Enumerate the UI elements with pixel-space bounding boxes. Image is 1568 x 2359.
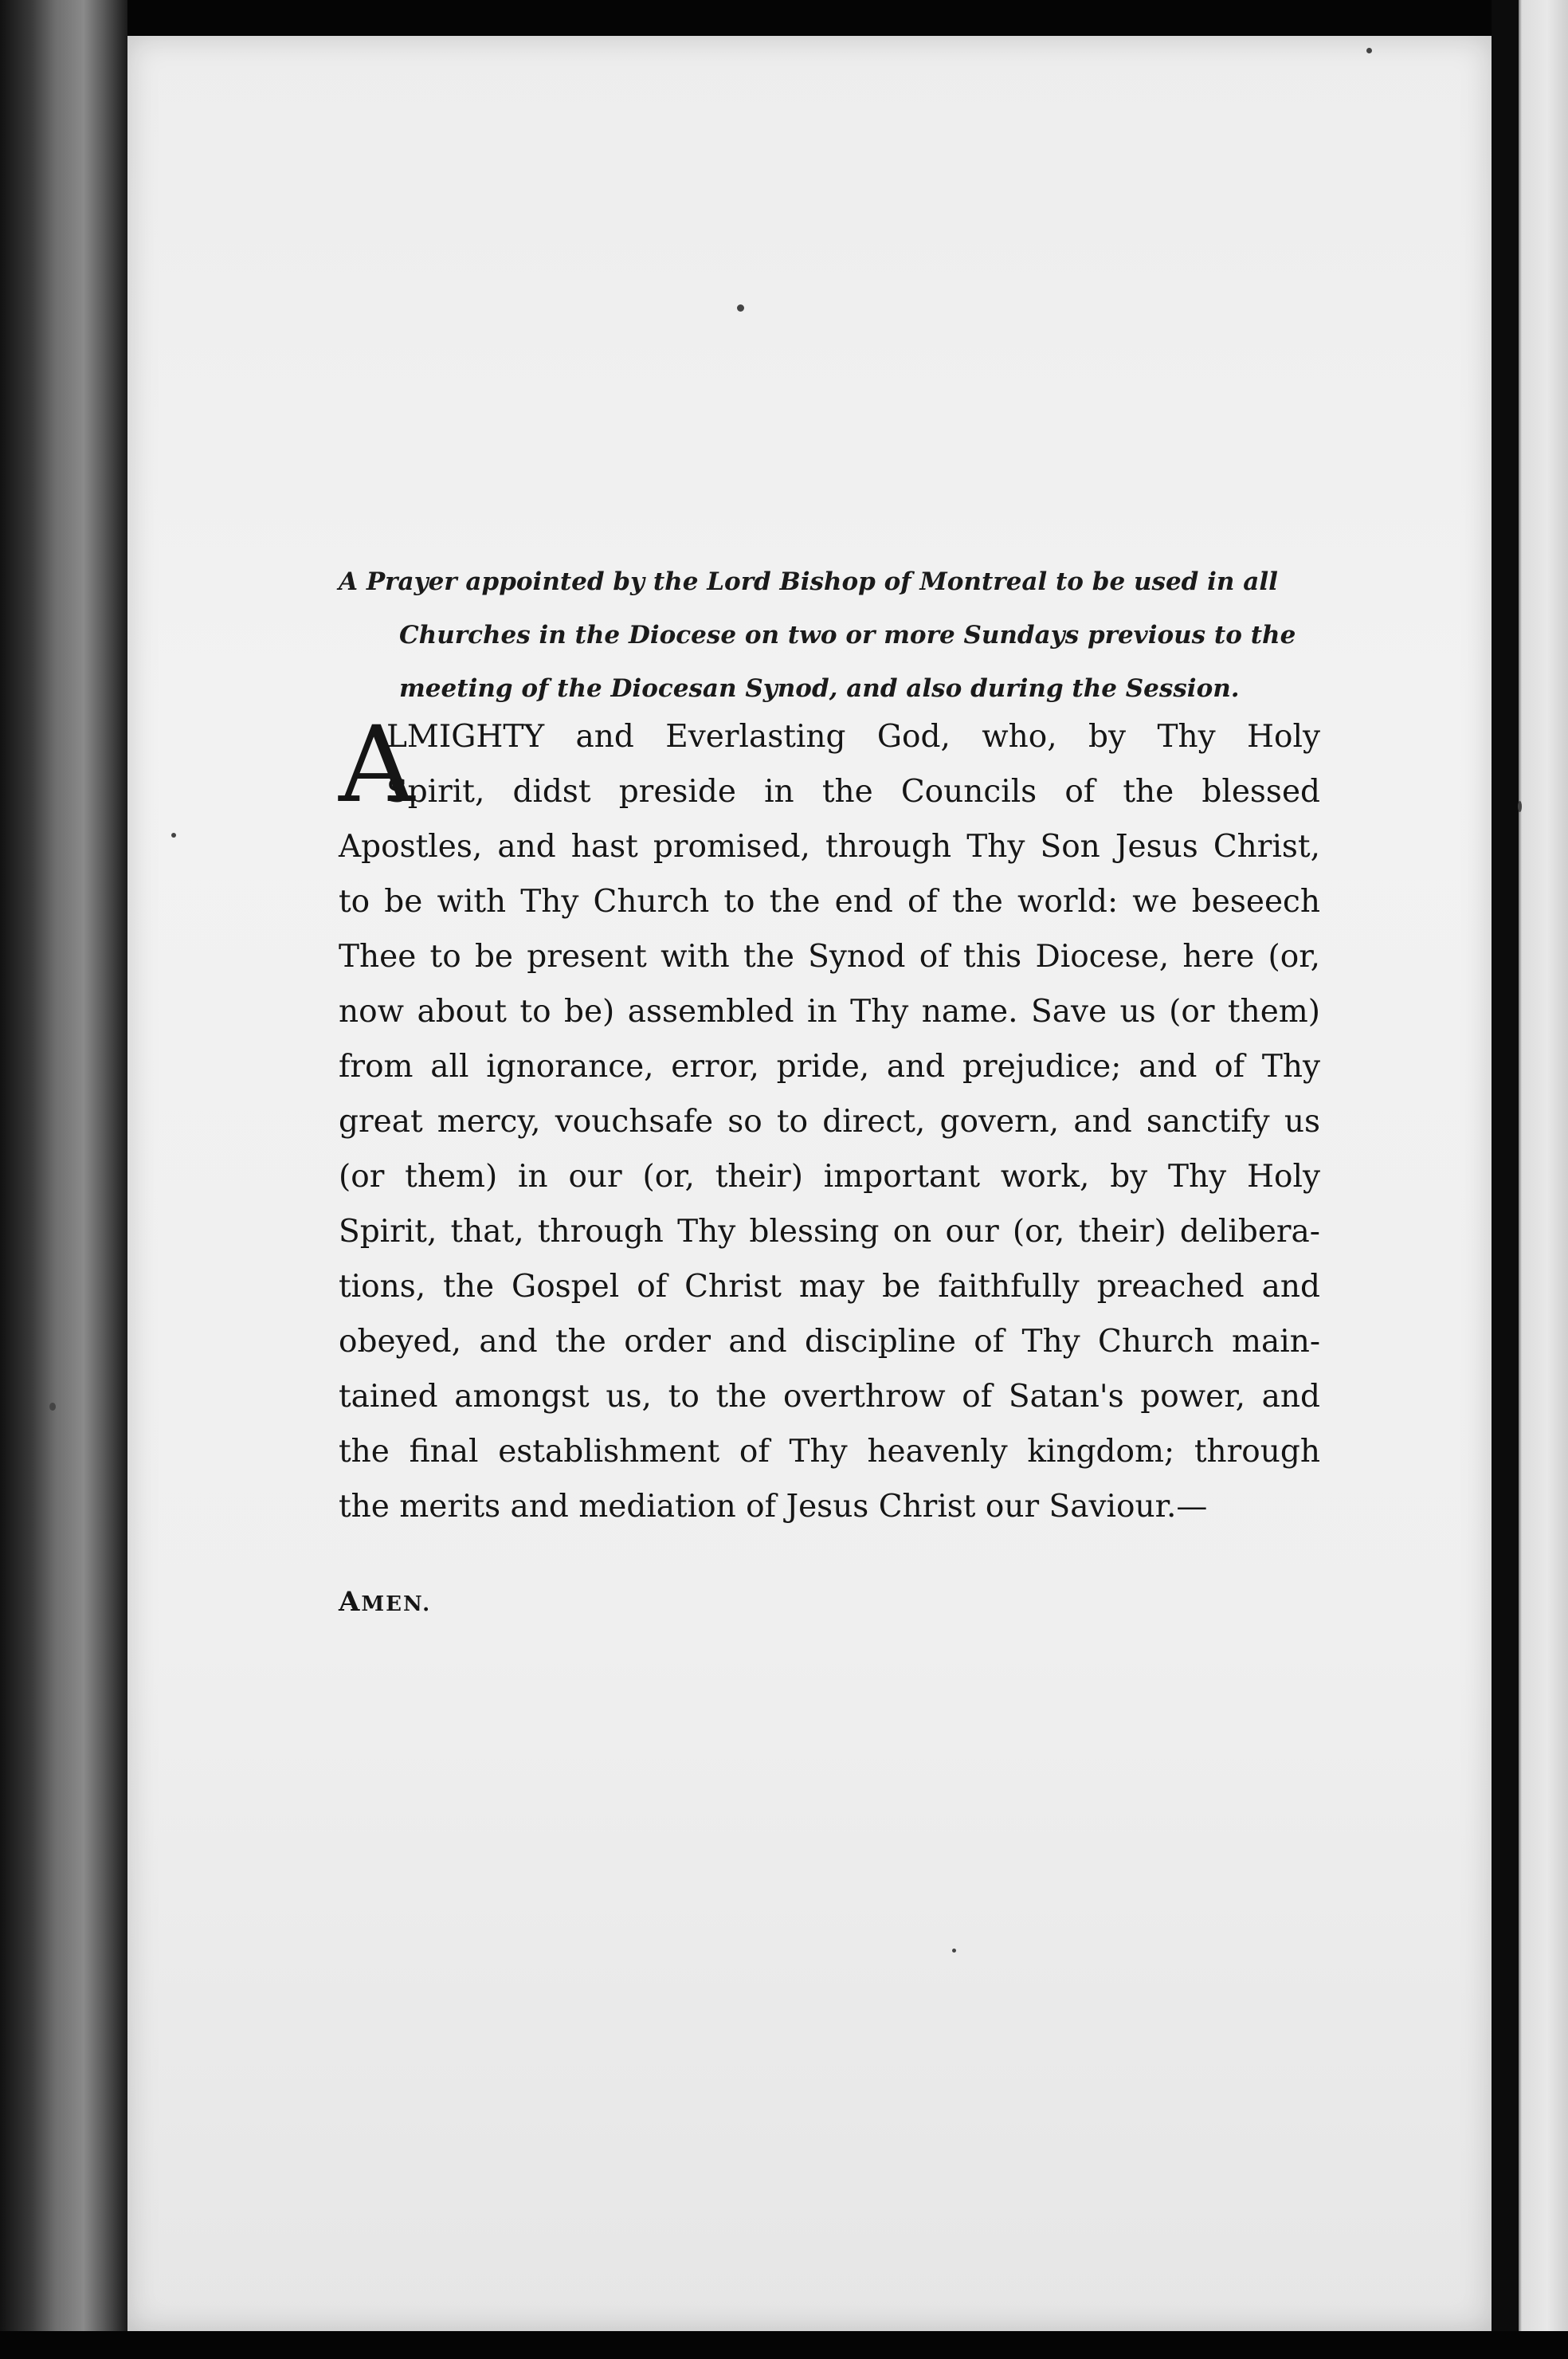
dust-speck: [952, 1949, 956, 1953]
dust-speck: [49, 1403, 56, 1411]
heading-line-1: A Prayer appointed by the Lord Bishop of Montreal to be used in all: [339, 567, 1278, 596]
amen-closing: [339, 1586, 431, 1618]
dust-speck: [737, 304, 744, 312]
prayer-line-6: now about to be) assembled in Thy name. Save us (or them): [339, 994, 1320, 1030]
prayer-line-14: the final establishment of Thy heavenly kingdom; through: [339, 1434, 1320, 1470]
amen-initial: A: [339, 1586, 362, 1618]
prayer-heading: [339, 555, 1319, 716]
book-spine-edge: [0, 0, 127, 2359]
prayer-text: [339, 704, 1320, 1534]
prayer-line-2: Spirit, didst preside in the Councils of the blessed: [386, 774, 1320, 810]
heading-line-2: Churches in the Diocese on two or more Sundays previous to the: [399, 621, 1296, 650]
scan-bottom-border: [0, 2331, 1568, 2359]
dust-speck: [1366, 48, 1372, 53]
prayer-line-11: tions, the Gospel of Christ may be faithfully preached and: [339, 1269, 1320, 1305]
prayer-line-7: from all ignorance, error, pride, and prejudice; and of Thy: [339, 1049, 1320, 1085]
prayer-line-1: LMIGHTY and Everlasting God, who, by Thy Holy: [386, 719, 1320, 755]
prayer-line-9: (or them) in our (or, their) important work, by Thy Holy: [339, 1159, 1320, 1195]
drop-cap: A: [339, 704, 415, 826]
dust-speck: [171, 833, 176, 838]
prayer-line-15: the merits and mediation of Jesus Christ our Saviour.—: [339, 1489, 1208, 1525]
prayer-line-8: great mercy, vouchsafe so to direct, govern, and sanctify us: [339, 1104, 1320, 1140]
heading-line-3: meeting of the Diocesan Synod, and also during the Session.: [399, 674, 1240, 703]
prayer-line-12: obeyed, and the order and discipline of Thy Church main-: [339, 1324, 1320, 1360]
prayer-line-13: tained amongst us, to the overthrow of Satan's power, and: [339, 1379, 1320, 1415]
prayer-line-3: Apostles, and hast promised, through Thy Son Jesus Christ,: [339, 829, 1320, 865]
right-gutter-shadow: [1492, 0, 1519, 2359]
amen-rest: MEN.: [361, 1592, 432, 1616]
prayer-line-10: Spirit, that, through Thy blessing on our (or, their) delibera-: [339, 1214, 1320, 1250]
prayer-line-4: to be with Thy Church to the end of the world: we beseech: [339, 884, 1320, 920]
prayer-line-5: Thee to be present with the Synod of this Diocese, here (or,: [339, 939, 1320, 975]
dust-speck: [1518, 801, 1522, 812]
